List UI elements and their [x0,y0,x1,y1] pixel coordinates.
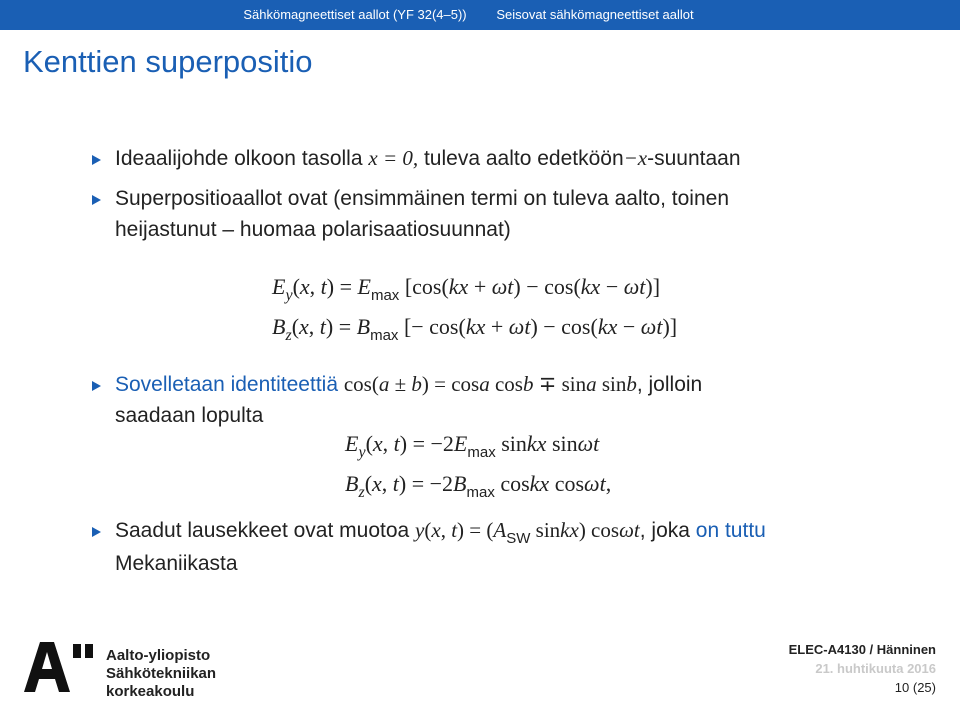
bullet-marker-icon [92,527,101,537]
university-name: Aalto-yliopisto [106,647,211,664]
page-number: 10 (25) [894,680,936,695]
bullet-marker-icon [92,381,101,391]
bullet-3-text-post: , jolloin [636,373,703,396]
bullet-2-line-1: Superpositioaallot ovat (ensimmäinen termi on tuleva aalto, toinen [115,187,730,210]
slide-date: 21. huhtikuuta 2016 [815,661,936,676]
bullet-4 [115,515,935,579]
bullet-3-text: Sovelletaan identiteettiä [115,373,338,396]
bullet-marker-icon [92,155,101,165]
aalto-logo [22,640,98,699]
equation-ey-superposition: $E_y(x$, $t) = E_{max}$ [cos(kx + ωt) − cos(kx − ωt)] [272,274,661,304]
school-name-line-1: Sähkötekniikan [106,665,217,682]
bullet-4-text: Saadut lausekkeet ovat muotoa [115,519,410,542]
bullet-3 [115,369,915,431]
bullet-3-identity: cos(a ± b) = cosa cosb ∓ sina sinb [343,372,637,396]
slide-title: Kenttien superpositio [23,44,313,79]
equation-bz-result: $B_z(x$, $t) = -2B_{max}$ coskx cosωt, [345,471,612,501]
bullet-marker-icon [92,195,101,205]
header-section-left: Sähkömagneettiset aallot (YF 32(4–5)) [243,7,467,22]
bullet-1-text-mid: tuleva aalto edetköön [423,147,624,170]
bullet-1-text: Ideaalijohde olkoon tasolla [115,147,363,170]
equation-ey-result: $E_y(x$, $t) = -2E_{max}$ sinkx sinωt [345,431,600,461]
bullet-2-line-2: heijastunut – huomaa polarisaatiosuunnat) [115,218,511,241]
header-bar [0,0,960,30]
school-name-line-2: korkeakoulu [106,683,195,700]
bullet-4-line-2: Mekaniikasta [115,552,238,575]
institution-name [106,647,216,701]
equation-bz-superposition: $B_z(x$, $t) = B_{max}$ [− cos(kx + ωt) − cos(kx − ωt)] [272,314,678,344]
bullet-2 [115,183,729,245]
bullet-4-text-post: , joka [639,519,690,542]
header-section-right: Seisovat sähkömagneettiset aallot [496,7,694,22]
bullet-1-math: x = 0, [368,146,419,170]
bullet-1-text-post: -suuntaan [647,147,741,170]
bullet-4-link-text: on tuttu [695,519,766,542]
bullet-4-formula: y(x, $t) = (A_{SW}$ sinkx) cosωt [415,518,640,547]
footer-meta [789,640,936,697]
bullet-3-line-2: saadaan lopulta [115,404,264,427]
course-info: ELEC-A4130 / Hänninen [788,642,936,657]
bullet-1-math-2: −x [623,146,648,170]
bullet-1 [115,143,741,174]
